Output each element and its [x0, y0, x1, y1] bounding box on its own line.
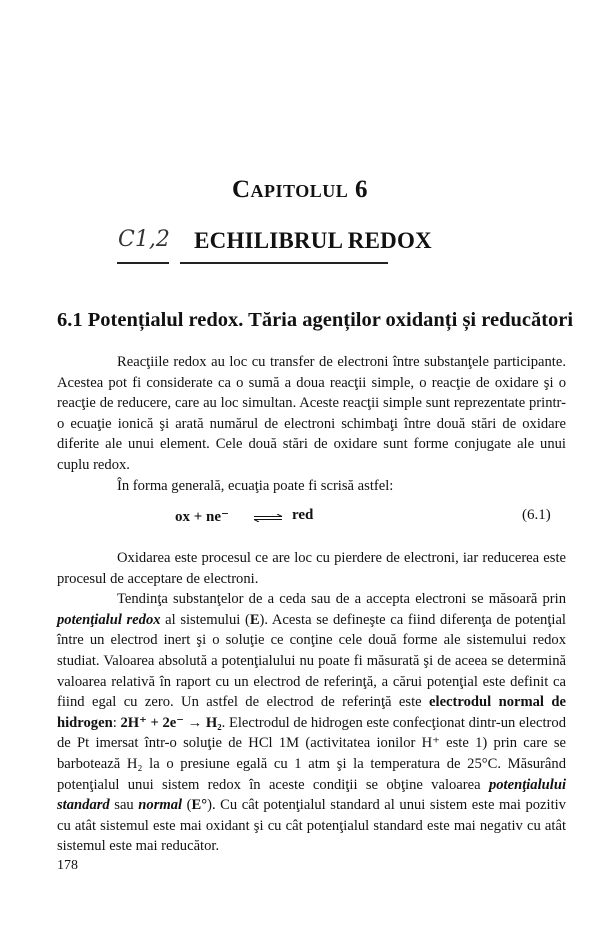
- text-run: ). Acesta se defineşte ca fiind diferenţa de potenţial între un electrod inert şi o soluţie ce conţine cele două forme ale sistemului redox studiat. Valoarea absolută a potenţialului nu poate fi măsurată şi de aceea se determină valoarea relativă în raport cu un electrod de referinţă, a cărui potenţial este definit ca fiind egal cu zero. Un astfel de electrod de referinţă este: [57, 611, 566, 711]
- symbol-E: E: [249, 611, 260, 628]
- section-heading: 6.1 Potențialul redox. Tăria agenților oxidanți și reducători: [57, 309, 574, 331]
- equation-rhs: red: [292, 507, 314, 523]
- chapter-label: Capitolul 6: [232, 176, 368, 203]
- equation-lhs: ox + ne⁻: [175, 509, 229, 525]
- equation-number: (6.1): [522, 507, 551, 523]
- equilibrium-arrow-icon: [253, 514, 283, 522]
- hydrogen-reaction: 2H⁺ + 2e⁻ → H₂: [120, 714, 222, 731]
- page-number: 178: [57, 858, 78, 873]
- text-run: Tendinţa substanţelor de a ceda sau de a accepta electroni se măsoară prin: [117, 591, 566, 608]
- paragraph-oxidation: Oxidarea este procesul ce are loc cu pierdere de electroni, iar reducerea este procesul de acceptare de electroni.: [57, 550, 566, 587]
- text-run: ). Cu cât potenţialul standard al unui sistem este mai pozitiv cu atât sistemul este mai oxidant şi cu cât potenţialul standard este mai negativ cu atât sistemul este mai reducător.: [57, 797, 566, 855]
- title-underline: [180, 262, 388, 264]
- text-run: (: [182, 797, 192, 814]
- paragraph-intro: Reacţiile redox au loc cu transfer de electroni între substanţele participante. Acestea pot fi considerate ca o sumă a doua reacţii simple, o reacţie de oxidare şi o reacţie de reducere, care au loc simultan. Aceste reacţii simple sunt reprezentate printr-o ecuaţie ionică şi arată numărul de electroni schimbaţi între două stări de oxidare diferite ale unui element. Cele două stări de oxidare sunt forme conjugate ale unui cuplu redox.: [57, 354, 566, 473]
- equation-6-1: [0, 507, 600, 529]
- paragraph-redox-potential: [57, 589, 566, 857]
- text-run: sau: [109, 797, 139, 814]
- handwritten-annotation: C1,2: [118, 227, 170, 252]
- body-block-1: [57, 352, 566, 496]
- term-redox-potential: potenţialul redox: [57, 611, 161, 628]
- term-standard-potential: potenţialului standard: [57, 776, 566, 814]
- symbol-E0: E°: [191, 797, 208, 814]
- text-run: . Electrodul de hidrogen este confecţionat dintr-un electrod de Pt imersat într-o soluţie de HCl 1M (activitatea ionilor H⁺ este 1) prin care se barbotează H₂ la o presiune egală cu 1 atm şi la temperatura de 25°C. Măsurând potenţialul unui sistem redox în aceste condiţii se obţine valoarea: [57, 714, 566, 793]
- text-run: al sistemului (: [160, 611, 250, 628]
- term-hydrogen-electrode: electrodul normal de hidrogen: [57, 694, 566, 731]
- handwritten-underline: [117, 262, 169, 264]
- chapter-title-row: [0, 228, 600, 254]
- body-block-2: [57, 548, 566, 857]
- chapter-title: ECHILIBRUL REDOX: [194, 228, 432, 253]
- paragraph-general-form: În forma generală, ecuaţia poate fi scrisă astfel:: [117, 477, 394, 494]
- term-normal: normal: [138, 797, 183, 814]
- text-run: :: [112, 714, 121, 731]
